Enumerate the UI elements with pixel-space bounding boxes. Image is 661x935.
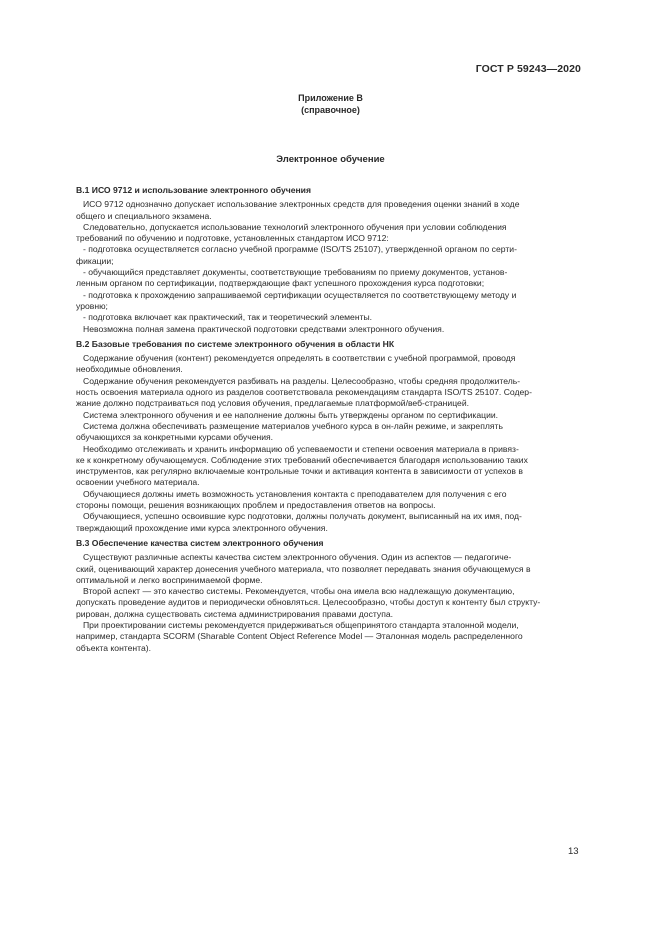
text-line: например, стандарта SCORM (Sharable Content Object Reference Model — Эталонная модель распределенного: [76, 631, 523, 642]
text-line: инструментов, как регулярно включаемые контрольные точки и активация контента в зависимости от успехов в: [76, 466, 523, 477]
text-line: обучающихся за конкретными курсами обучения.: [76, 432, 274, 443]
text-line: Содержание обучения (контент) рекомендуется определять в соответствии с учебной программой, проводя: [83, 353, 516, 364]
text-line: освоении учебного материала.: [76, 477, 200, 488]
text-line: ИСО 9712 однозначно допускает использование электронных средств для проведения оценки знаний в ходе: [83, 199, 520, 210]
section-body: [76, 552, 584, 654]
text-line: Второй аспект — это качество системы. Рекомендуется, чтобы она имела всю надлежащую документацию,: [83, 586, 515, 597]
text-line: общего и специального экзамена.: [76, 210, 212, 221]
document-body: [76, 185, 584, 654]
text-line: Необходимо отслеживать и хранить информацию об успеваемости и степени освоения материала в привяз-: [83, 443, 519, 454]
text-line: стороны помощи, решения возникающих проблем и предоставления ответов на вопросы.: [76, 500, 436, 511]
text-line: Следовательно, допускается использование технологий электронного обучения при условии соблюдения: [83, 221, 507, 232]
text-line: ке к конкретному обучающемуся. Соблюдение этих требований обеспечивается благодаря использованию таких: [76, 454, 528, 465]
text-line: - подготовка осуществляется согласно учебной программе (ISO/TS 25107), утвержденной органом по серти-: [83, 244, 517, 255]
text-line: При проектировании системы рекомендуется придерживаться общепринятого стандарта эталонной модели,: [83, 619, 519, 630]
text-line: жание должно подстраиваться под условия обучения, предлагаемые платформой/веб-страницей.: [76, 398, 470, 409]
text-line: тверждающий прохождение ими курса электронного обучения.: [76, 522, 328, 533]
section-heading: В.1 ИСО 9712 и использование электронного обучения: [76, 185, 311, 195]
text-line: Существуют различные аспекты качества систем электронного обучения. Один из аспектов — педагогиче-: [83, 552, 512, 563]
section-body: [76, 199, 584, 335]
text-line: необходимые обновления.: [76, 364, 183, 375]
text-line: ский, оценивающий характер донесения учебного материала, что позволяет передавать знания обучающемуся в: [76, 563, 531, 574]
text-line: Обучающиеся, успешно освоившие курс подготовки, должны получать документ, выписанный на их имя, под-: [83, 511, 522, 522]
section-heading: В.3 Обеспечение качества систем электронного обучения: [76, 537, 324, 548]
standard-header: ГОСТ Р 59243—2020: [475, 63, 581, 75]
text-line: фикации;: [76, 255, 114, 266]
text-line: допускать проведение аудитов и периодически обновляться. Целесообразно, чтобы доступ к контенту был структу-: [76, 597, 541, 608]
text-line: - подготовка к прохождению запрашиваемой сертификации осуществляется по соответствующему методу и: [83, 289, 517, 300]
text-line: Обучающиеся должны иметь возможность установления контакта с преподавателем для получения с его: [83, 488, 507, 499]
appendix-heading: [0, 92, 661, 116]
text-line: требований по обучению и подготовке, установленных стандартом ИСО 9712:: [76, 233, 389, 244]
page-number: 13: [568, 846, 579, 857]
section-body: [76, 353, 584, 534]
appendix-title: Приложение В: [298, 93, 363, 103]
text-line: - обучающийся представляет документы, соответствующие требованиям по приему документов, установ-: [83, 267, 508, 278]
section-heading: В.2 Базовые требования по системе электронного обучения в области НК: [76, 338, 395, 349]
text-line: объекта контента).: [76, 642, 152, 653]
text-line: ленным органом по сертификации, подтверждающие факт успешного прохождения курса подготовки;: [76, 278, 485, 289]
text-line: - подготовка включает как практический, так и теоретический элементы.: [83, 312, 373, 323]
text-line: Содержание обучения рекомендуется разбивать на разделы. Целесообразно, чтобы средняя продолжитель-: [83, 375, 521, 386]
text-line: Система электронного обучения и ее наполнение должны быть утверждены органом по сертификации.: [83, 409, 499, 420]
text-line: рирован, должна существовать система администрирования правами доступа.: [76, 608, 394, 619]
text-line: Невозможна полная замена практической подготовки средствами электронного обучения.: [83, 323, 445, 334]
text-line: ность освоения материала одного из разделов соответствовала рекомендациям стандарта ISO/TS 25107. Содер-: [76, 387, 532, 398]
text-line: оптимальной и легко воспринимаемой форме.: [76, 574, 263, 585]
appendix-subtitle: (справочное): [301, 105, 360, 115]
document-title: Электронное обучение: [276, 154, 385, 165]
text-line: уровню;: [76, 300, 108, 311]
text-line: Система должна обеспечивать размещение материалов учебного курса в он-лайн режиме, и закреплять: [83, 420, 503, 431]
